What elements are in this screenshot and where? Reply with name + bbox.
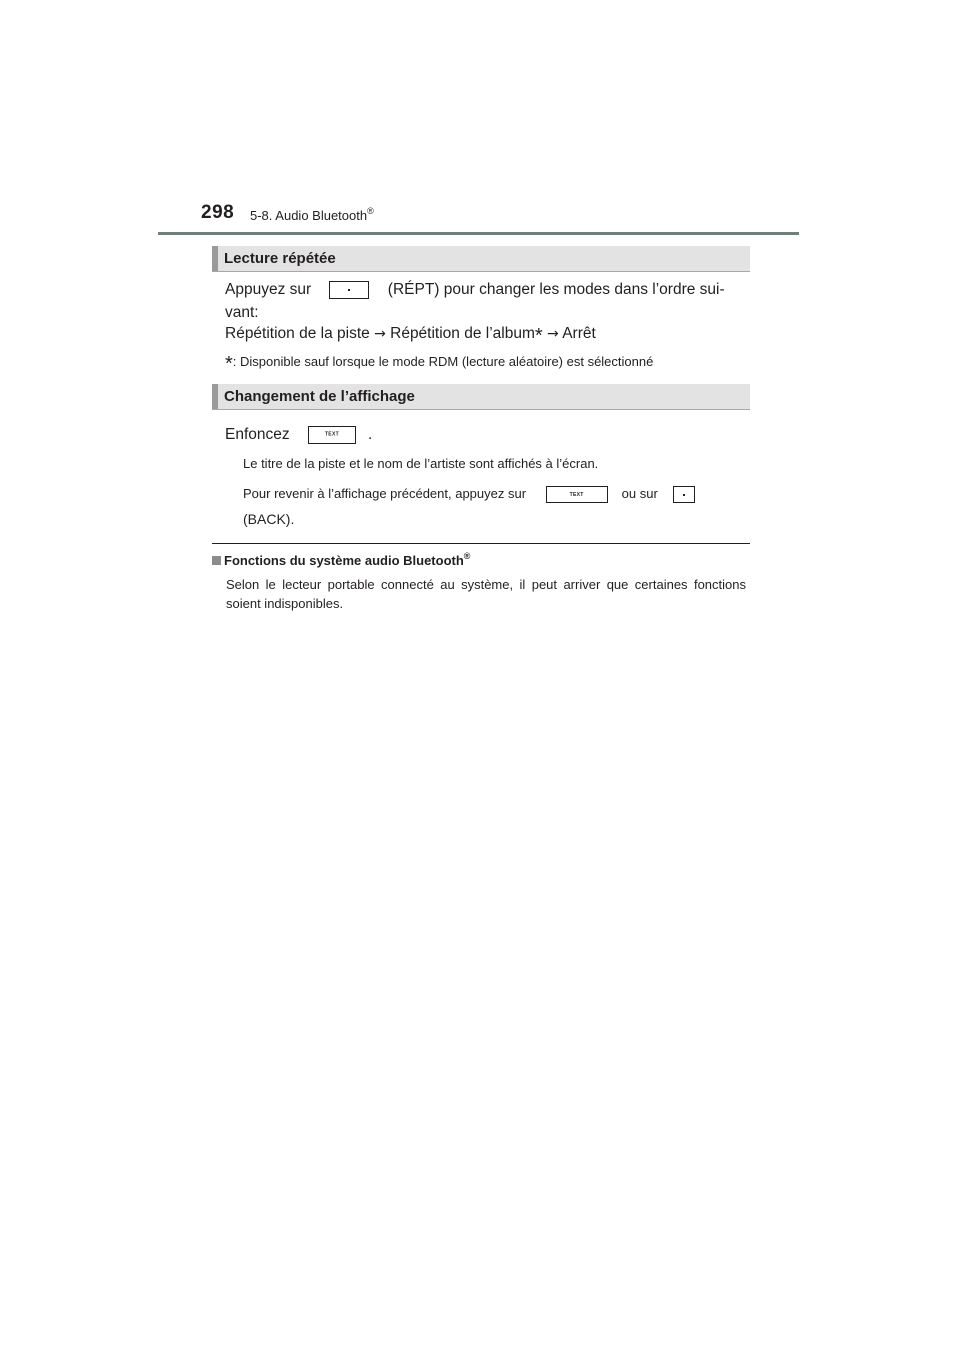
note-text: Selon le lecteur portable connecté au système, il peut arriver que certaines fonctions soient indisponibles. xyxy=(226,577,746,611)
arrow-right-icon: → xyxy=(547,326,559,342)
footnote-text: : Disponible sauf lorsque le mode RDM (lecture aléatoire) est sélectionné xyxy=(232,354,654,369)
instruction-continuation: vant: xyxy=(225,304,259,321)
instruction-text: Appuyez sur xyxy=(225,281,312,298)
instruction-period: . xyxy=(367,426,373,443)
footnote-marker: * xyxy=(534,325,543,347)
header-rule xyxy=(158,232,799,235)
section-title: Lecture répétée xyxy=(224,250,336,267)
chapter-title xyxy=(250,208,374,223)
text-button-icon xyxy=(308,426,356,444)
section-heading-repeat xyxy=(212,246,750,272)
mode-off: Arrêt xyxy=(562,325,596,342)
registered-mark: ® xyxy=(367,206,374,216)
text-button-label: TEXT xyxy=(569,491,584,498)
back-button-icon xyxy=(673,486,695,503)
section-title: Changement de l’affichage xyxy=(224,388,415,405)
repeat-button-icon xyxy=(329,281,369,299)
section-heading-display xyxy=(212,384,750,410)
section-accent xyxy=(212,246,218,271)
arrow-right-icon: → xyxy=(374,326,386,342)
display-info: Le titre de la piste et le nom de l’artiste sont affichés à l’écran. xyxy=(243,456,599,471)
note-divider xyxy=(212,543,750,544)
back-instruction xyxy=(243,485,695,503)
text-button-icon xyxy=(546,486,608,503)
text-button-label: TEXT xyxy=(324,431,339,438)
button-dot xyxy=(683,494,685,496)
mode-track: Répétition de la piste xyxy=(225,325,370,342)
registered-mark: ® xyxy=(463,551,471,561)
note-heading xyxy=(212,553,470,568)
chapter-text: 5-8. Audio Bluetooth xyxy=(250,208,368,223)
display-instruction xyxy=(225,424,372,445)
square-bullet-icon xyxy=(212,556,221,565)
instruction-text: (RÉPT) pour changer les modes dans l’ordre sui- xyxy=(387,281,725,298)
footnote xyxy=(225,353,654,375)
instruction-text: ou sur xyxy=(621,486,658,501)
footnote-marker: * xyxy=(225,353,233,375)
page-number: 298 xyxy=(201,202,235,223)
section-accent xyxy=(212,384,218,409)
button-dot xyxy=(348,289,350,291)
back-label: (BACK). xyxy=(243,511,295,527)
instruction-text: Enfoncez xyxy=(225,426,290,443)
instruction-text: Pour revenir à l’affichage précédent, appuyez sur xyxy=(243,486,527,501)
note-title: Fonctions du système audio Bluetooth xyxy=(224,553,464,568)
mode-album: Répétition de l’album xyxy=(390,325,535,342)
repeat-mode-sequence xyxy=(225,323,596,345)
repeat-instruction xyxy=(225,279,725,300)
